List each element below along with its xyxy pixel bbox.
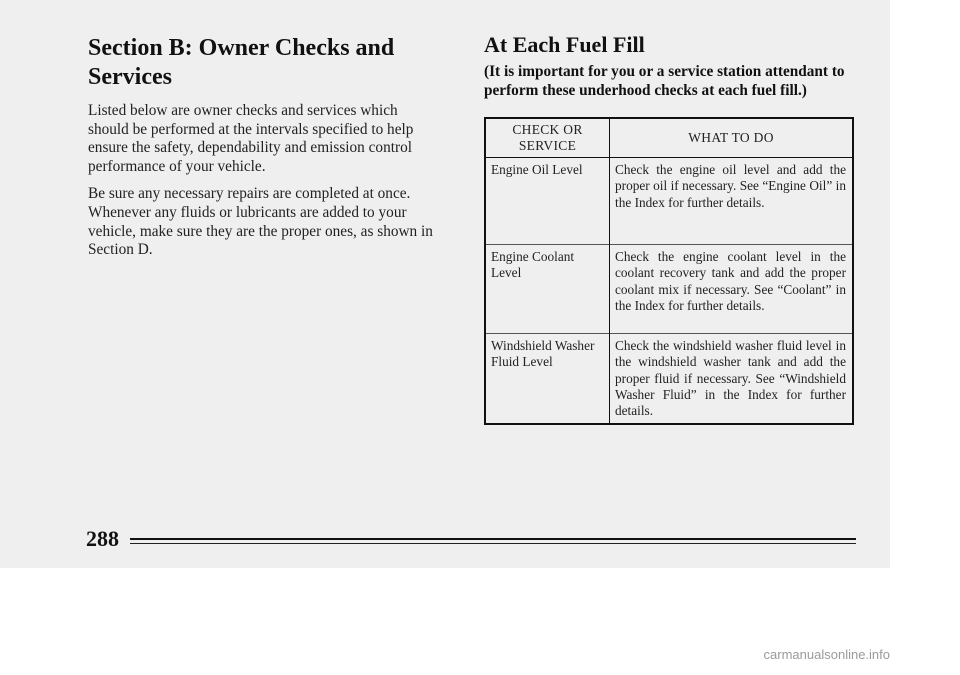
- fuel-fill-subtitle: (It is important for you or a service station attendant to perform these underhood checks at each fuel fill.): [484, 63, 845, 99]
- table-header-row: [485, 118, 853, 158]
- page-footer: [86, 526, 856, 556]
- footer-rule-thin: [130, 543, 856, 544]
- table-row: [485, 245, 853, 334]
- checks-table: [484, 117, 854, 425]
- fuel-fill-column: [484, 32, 859, 100]
- intro-paragraph: Be sure any necessary repairs are completed at once. Whenever any fluids or lubricants are added to your vehicle, make sure they are the proper ones, as shown in Section D.: [88, 185, 433, 259]
- table-row: [485, 158, 853, 245]
- what-to-do-cell: Check the engine coolant level in the coolant recovery tank and add the proper coolant mix if necessary. See “Coolant” in the Index for further details.: [610, 245, 854, 334]
- what-to-do-cell: Check the engine oil level and add the proper oil if necessary. See “Engine Oil” in the Index for further details.: [610, 158, 854, 245]
- page-number: 288: [86, 526, 119, 551]
- section-title: Section B: Owner Checks and Services: [88, 35, 395, 90]
- intro-paragraph: Listed below are owner checks and services which should be performed at the intervals specified to help ensure the safety, dependability and emission control performance of your vehicle.: [88, 102, 414, 175]
- fuel-fill-title: At Each Fuel Fill: [484, 32, 645, 57]
- service-cell: Windshield Washer Fluid Level: [485, 334, 610, 425]
- footer-rule-thick: [130, 538, 856, 540]
- site-watermark: carmanualsonline.info: [763, 647, 890, 662]
- column-header-check-or-service: CHECK OR SERVICE: [485, 118, 610, 158]
- service-cell: Engine Oil Level: [485, 158, 610, 245]
- service-cell: Engine Coolant Level: [485, 245, 610, 334]
- table-row: [485, 334, 853, 425]
- column-header-what-to-do: WHAT TO DO: [610, 118, 854, 158]
- intro-column: [88, 34, 433, 269]
- what-to-do-cell: Check the windshield washer fluid level in the windshield washer tank and add the proper fluid if necessary. See “Windshield Washer Fluid” in the Index for further details.: [610, 334, 854, 425]
